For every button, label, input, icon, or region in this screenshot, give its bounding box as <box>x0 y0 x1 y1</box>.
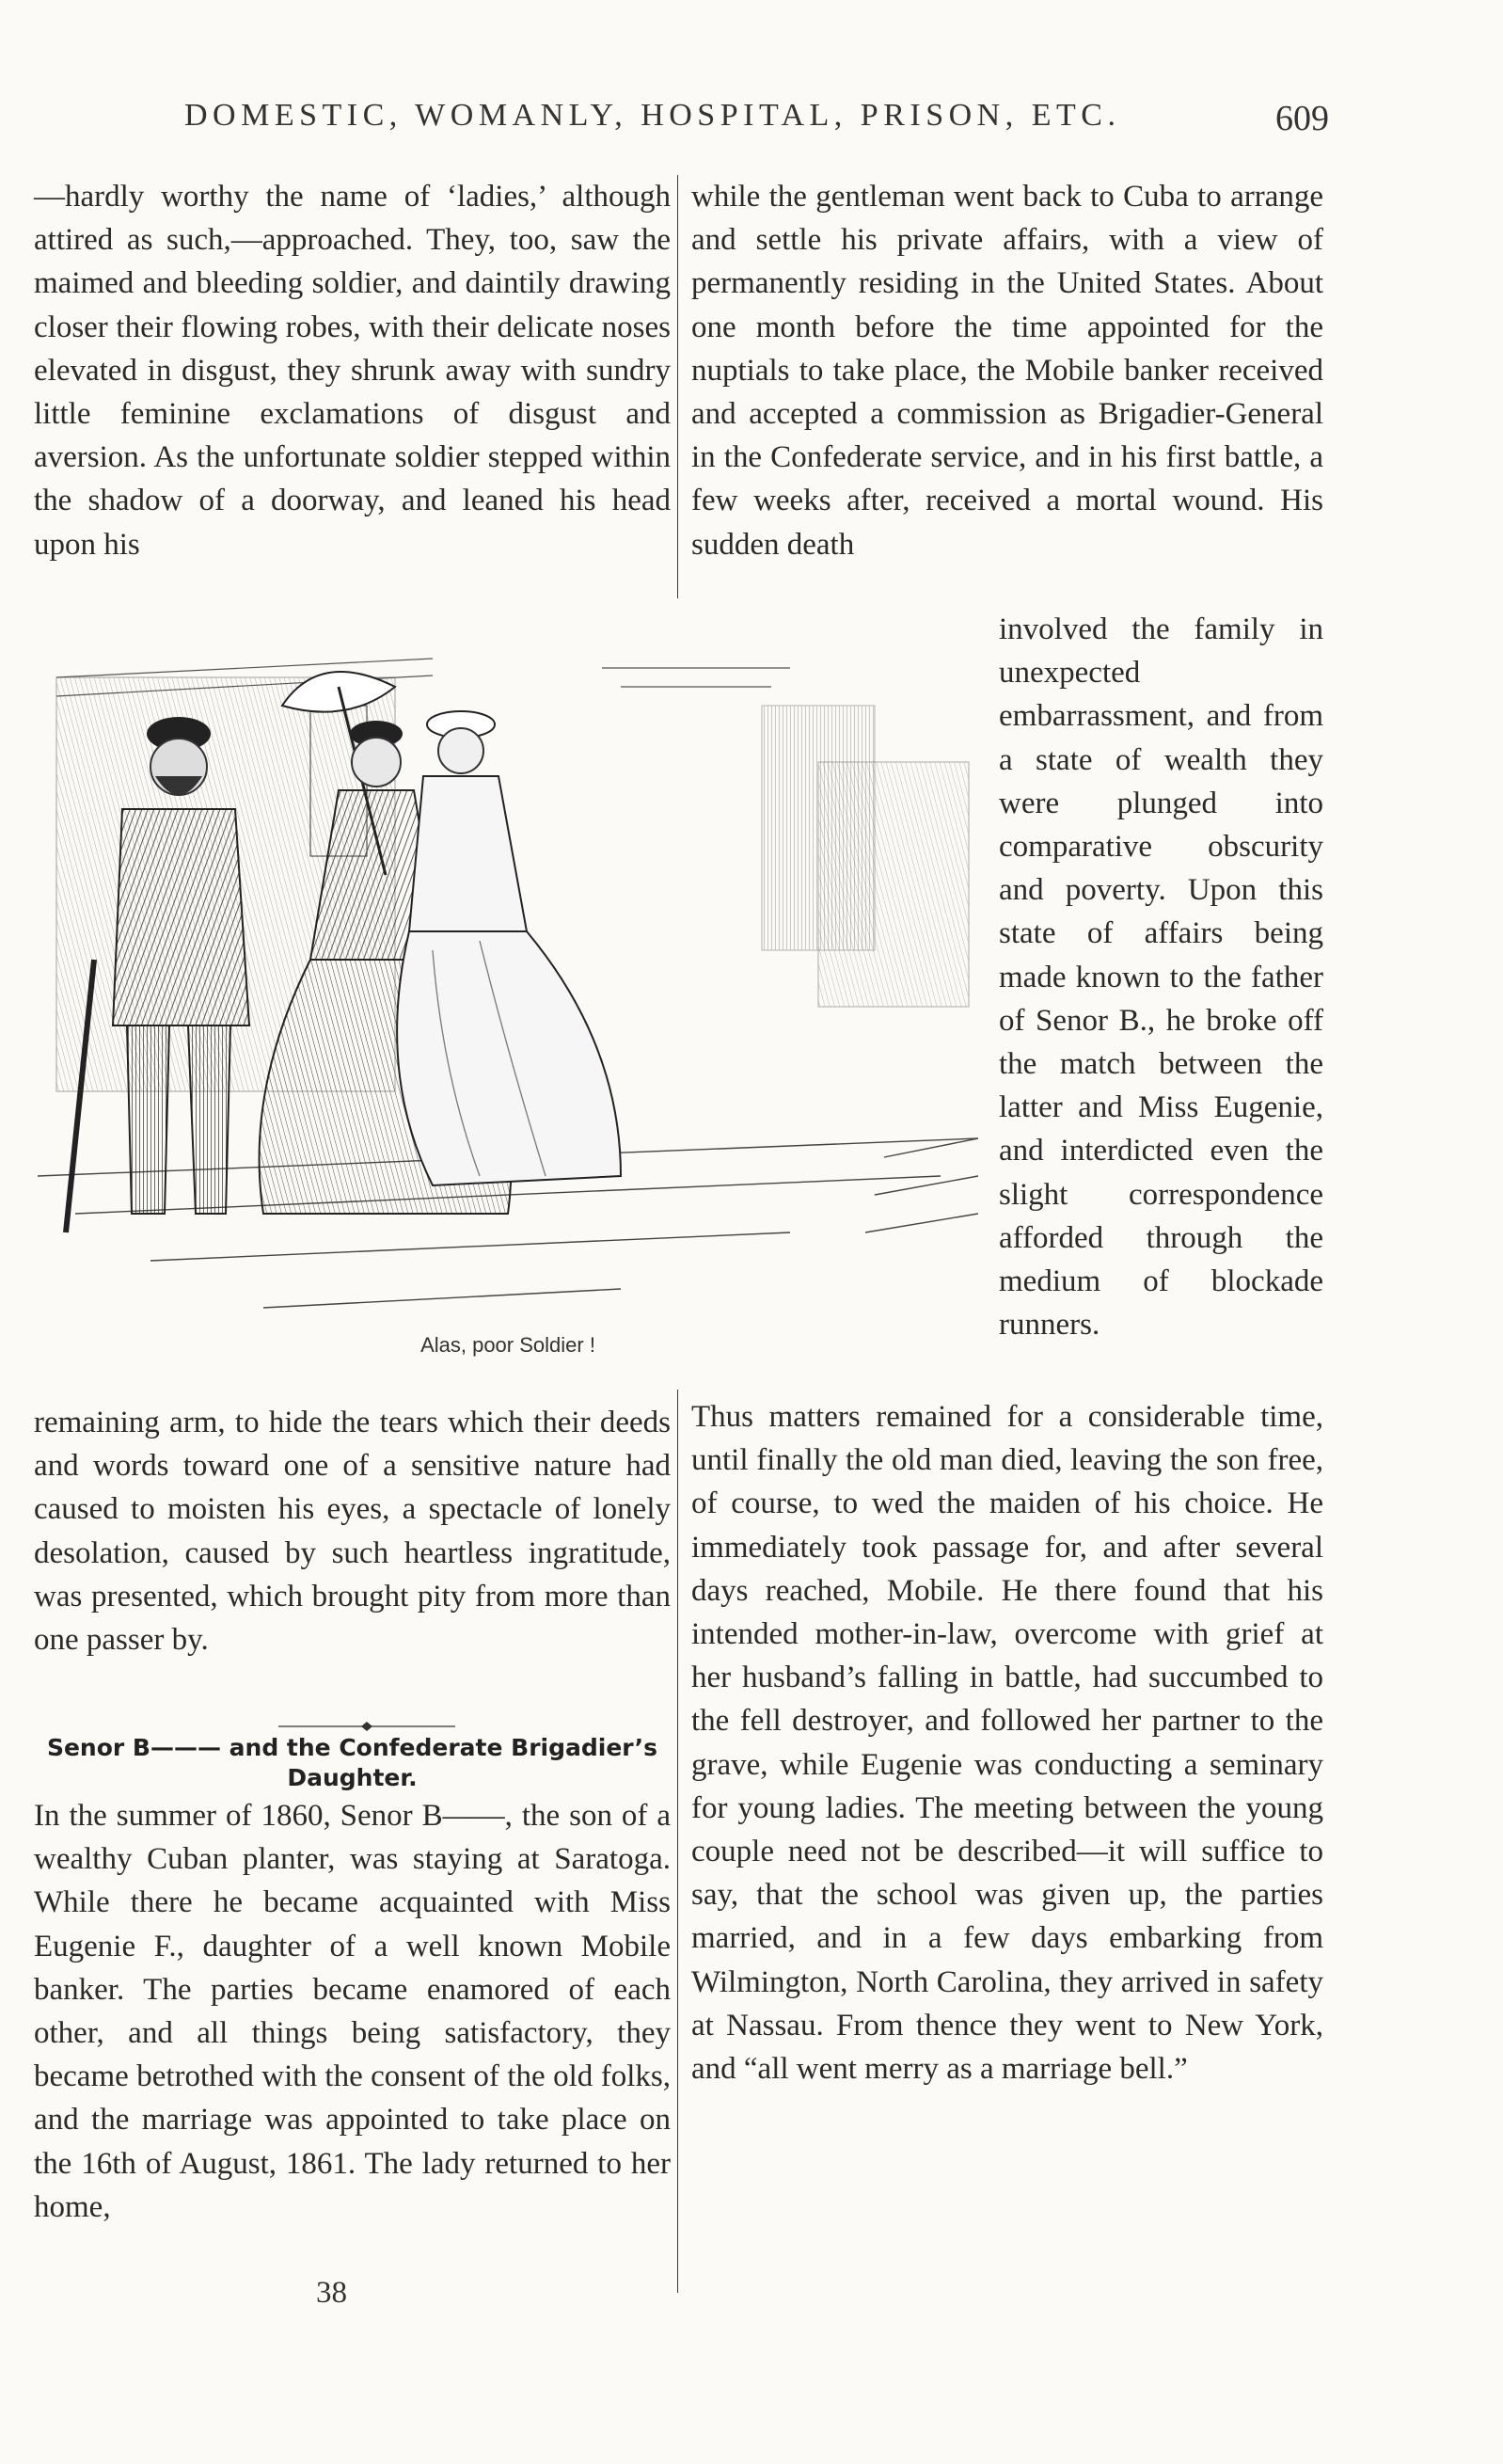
page-number: 609 <box>1275 99 1329 138</box>
paragraph-left-top: —hardly worthy the name of ‘ladies,’ although attired as such,—approached. They, too, saw the maimed and bleeding soldier, and daintily drawing closer their flowing robes, with their delicate noses elevated in disgust, they shrunk away with sundry little feminine exclamations of disgust and aversion. As the unfortunate soldier stepped within the shadow of a doorway, and leaned his head upon his <box>34 180 671 562</box>
column-rule-bottom <box>677 1390 678 2293</box>
paragraph-right-top: while the gentleman went back to Cuba to arrange and settle his private affairs, with a view of permanently residing in the United States. About one month before the time appointed for the nuptials to take place, the Mobile banker received and accepted a commission as Brigadier-General in the Confederate service, and in his first battle, a few weeks after, received a mortal wound. His sudden death <box>691 180 1323 562</box>
section-heading-line1: Senor B——— and the Confederate Brigadier’s <box>46 1734 658 1761</box>
section-heading-line2: Daughter. <box>287 1764 418 1791</box>
soldier-and-ladies-engraving <box>38 649 978 1327</box>
illustration-caption: Alas, poor Soldier ! <box>420 1333 595 1357</box>
engraving-illustration <box>38 649 978 1327</box>
section-heading <box>34 1733 671 1793</box>
lady-light-dress <box>397 711 621 1185</box>
column-rule-top <box>677 175 678 598</box>
section-ornament <box>278 1720 455 1733</box>
running-head: DOMESTIC, WOMANLY, HOSPITAL, PRISON, ETC. <box>184 98 1121 133</box>
paragraph-right-bottom: Thus matters remained for a considerable time, until finally the old man died, leaving the son free, of course, to wed the maiden of his choice. He immediately took passage for, and after several days reached, Mobile. He there found that his intended mother-in-law, overcome with grief at her husband’s falling in battle, had succumbed to the fell destroyer, and followed her partner to the grave, while Eugenie was conducting a seminary for young ladies. The meeting between the young couple need not be described—it will suffice to say, that the school was given up, the parties married, and in a few days embarking from Wilmington, North Carolina, they arrived in safety at Nassau. From thence they went to New York, and “all went merry as a marriage bell.” <box>691 1400 1323 2087</box>
paragraph-left-bottom: remaining arm, to hide the tears which their deeds and words toward one of a sensitive nature had caused to moisten his eyes, a spectacle of lonely desolation, caused by such heartless ingratitude, was presented, which brought pity from more than one passer by. <box>34 1406 671 1658</box>
printer-signature: 38 <box>316 2276 347 2310</box>
paragraph-right-wrap: involved the family in unexpected embarrassment, and from a state of wealth they were plunged into comparative obscurity and poverty. Upon this state of affairs being made known to the father of Senor B., he broke off the match between the latter and Miss Eugenie, and interdicted even the slight correspondence afforded through the medium of blockade runners. <box>999 612 1323 1343</box>
paragraph-left-story: In the summer of 1860, Senor B——, the son of a wealthy Cuban planter, was staying at Saratoga. While there he became acquainted with Miss Eugenie F., daughter of a well known Mobile banker. The parties became enamored of each other, and all things being satisfactory, they became betrothed with the consent of the old folks, and the marriage was appointed to take place on the 16th of August, 1861. The lady returned to her home, <box>34 1799 671 2224</box>
page-header <box>184 98 1329 145</box>
